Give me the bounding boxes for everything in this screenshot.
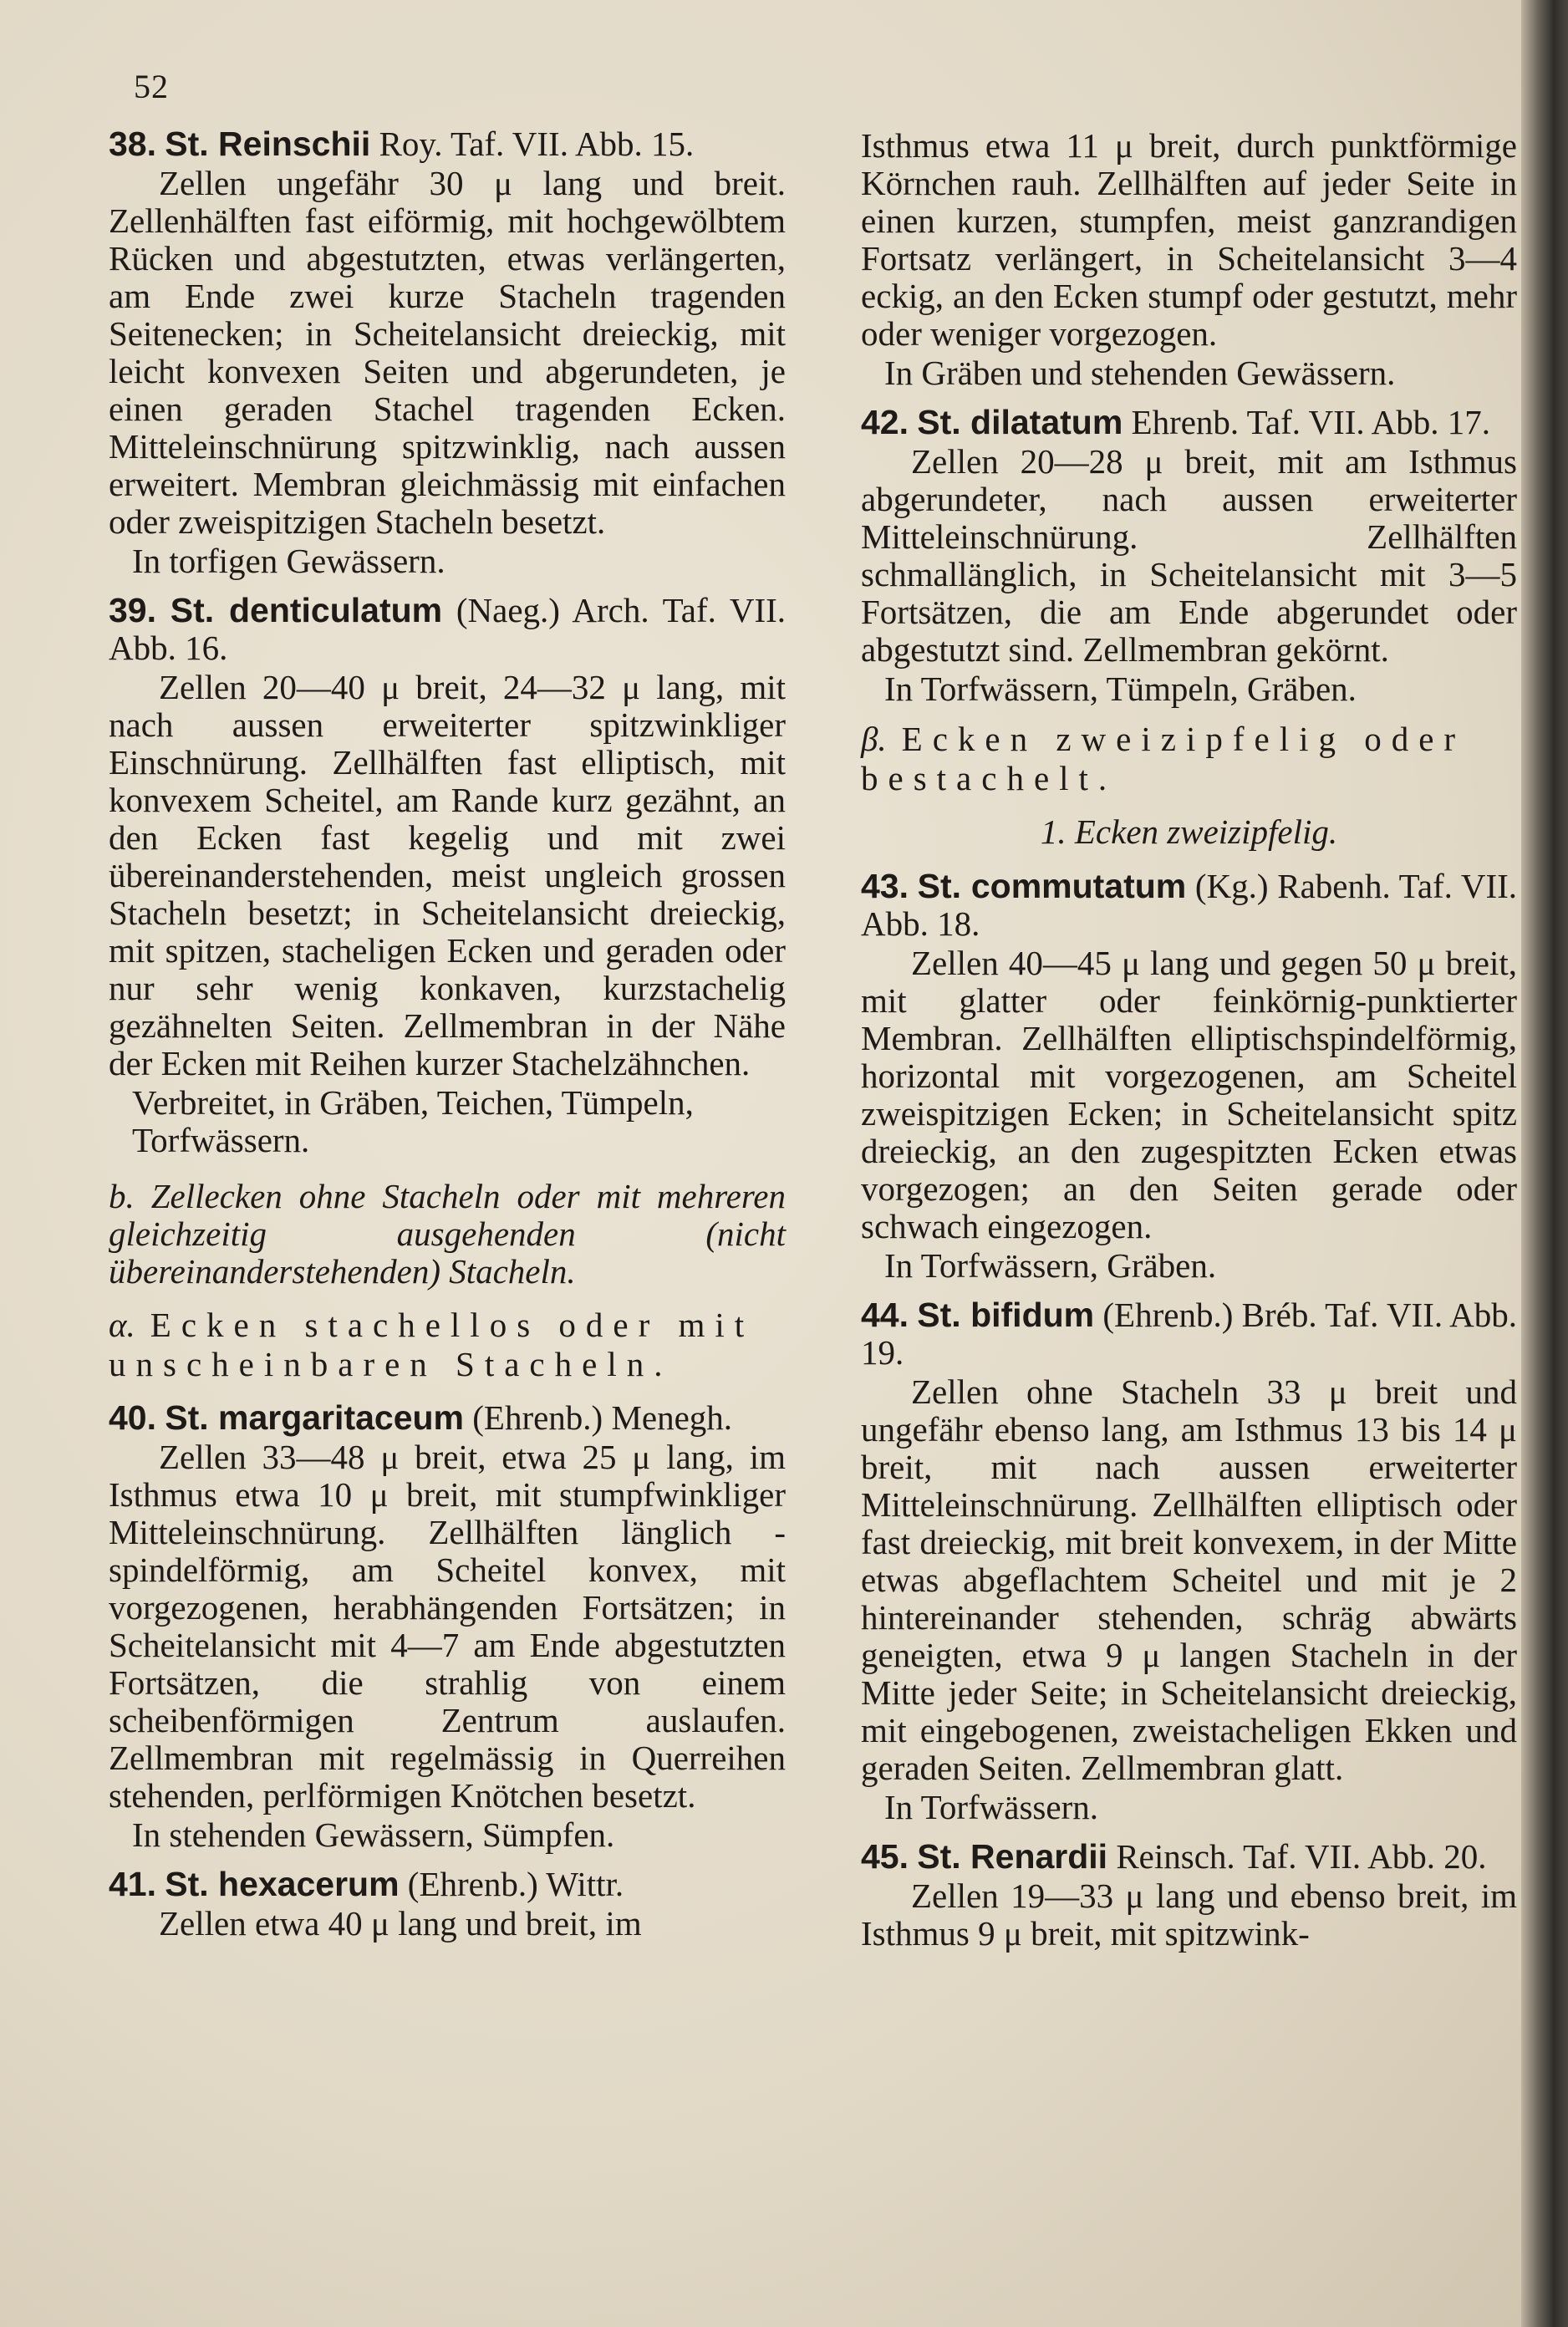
species-habitat: In Torfwässern, Tümpeln, Gräben. [884, 670, 1357, 708]
species-description: Zellen etwa 40 μ lang und breit, im [159, 1904, 642, 1943]
section-marker: α. [109, 1306, 135, 1344]
right-column [861, 125, 1517, 1964]
entry-heading [109, 125, 786, 163]
entry-number: 45. [861, 1837, 909, 1876]
section-heading-b: b. Zellecken ohne Stacheln oder mit mehreren gleichzeitig ausgehenden (nicht übereinanderstehenden) Stacheln. [109, 1177, 786, 1291]
entry-number: 40. [109, 1398, 156, 1437]
species-authority: (Ehrenb.) Menegh. [472, 1398, 733, 1437]
species-authority: Ehrenb. Taf. VII. Abb. 17. [1131, 403, 1490, 441]
species-name: St. dilatatum [917, 403, 1123, 441]
species-habitat: In Gräben und stehenden Gewässern. [884, 354, 1396, 392]
species-entry-39 [109, 592, 786, 1159]
section-marker: β. [861, 720, 887, 758]
species-entry-45 [861, 1838, 1517, 1953]
section-heading-beta [861, 720, 1517, 798]
subsection-heading-1: 1. Ecken zweizipfelig. [1040, 812, 1338, 851]
entry-heading [861, 404, 1517, 441]
page-number: 52 [134, 68, 169, 105]
continuation-entry-41 [861, 127, 1517, 392]
entry-heading [109, 592, 786, 667]
species-description: Zellen ungefähr 30 μ lang und breit. Zellenhälften fast eiförmig, mit hochgewölbtem Rücken und abgestutzten, etwas verlängerten, am Ende zwei kurze Stacheln tragenden Seitenecken; in Scheitelansicht dreieckig, mit leicht konvexen Seiten und abgerundeten, je einen geraden Stachel tragenden Ecken. Mitteleinschnürung spitzwinklig, nach aussen erweitert. Membran gleichmässig mit einfachen oder zweispitzigen Stacheln besetzt. [109, 164, 786, 541]
species-name: St. Reinschii [165, 125, 371, 163]
species-habitat: In Torfwässern. [884, 1788, 1098, 1826]
entry-number: 38. [109, 125, 156, 163]
entry-number: 44. [861, 1296, 909, 1334]
species-entry-38 [109, 125, 786, 580]
section-heading-alpha [109, 1306, 786, 1384]
entry-number: 39. [109, 591, 156, 629]
left-column [109, 125, 786, 1954]
species-entry-40 [109, 1399, 786, 1854]
species-description: Zellen 20—28 μ breit, mit am Isthmus abgerundeter, nach aussen erweiterter Mitteleinschnürung. Zellhälften schmallänglich, in Scheitelansicht mit 3—5 Fortsätzen, die am Ende abgerundet oder abgestutzt sind. Zellmembran gekörnt. [861, 442, 1517, 669]
species-authority: (Kg.) Rabenh. Taf. VII. Abb. 18. [861, 867, 1518, 943]
section-text: Ecken zweizipfelig oder bestachelt. [861, 720, 1466, 797]
species-entry-44 [861, 1296, 1517, 1826]
entry-heading [861, 868, 1517, 943]
species-name: St. bifidum [917, 1296, 1095, 1334]
species-description: Zellen 19—33 μ lang und ebenso breit, im Isthmus 9 μ breit, mit spitzwink- [861, 1876, 1517, 1953]
species-authority: (Ehrenb.) Bréb. Taf. VII. Abb. 19. [861, 1296, 1517, 1372]
entry-heading [861, 1838, 1517, 1876]
species-description: Zellen 33—48 μ breit, etwa 25 μ lang, im Isthmus etwa 10 μ breit, mit stumpfwinkliger Mitteleinschnürung. Zellhälften länglich - spindelförmig, am Scheitel konvex, mit vorgezogenen, herabhängenden Fortsätzen; in Scheitelansicht mit 4—7 am Ende abgestutzten Fortsätzen, die strahlig von einem scheibenförmigen Zentrum auslaufen. Zellmembran mit regelmässig in Querreihen stehenden, perlförmigen Knötchen besetzt. [109, 1438, 786, 1815]
species-authority: (Ehrenb.) Wittr. [407, 1865, 624, 1903]
species-name: St. hexacerum [165, 1865, 400, 1903]
species-name: St. Renardii [917, 1837, 1108, 1876]
species-description-continued: Isthmus etwa 11 μ breit, durch punktförmige Körnchen rauh. Zellhälften auf jeder Seite in einen kurzen, stumpfen, meist ganzrandigen Fortsatz verlängert, in Scheitelansicht 3—4 eckig, an den Ecken stumpf oder gestutzt, mehr oder weniger vorgezogen. [861, 126, 1517, 353]
species-name: St. denticulatum [170, 591, 443, 629]
species-authority: Roy. Taf. VII. Abb. 15. [379, 125, 695, 163]
species-description: Zellen 20—40 μ breit, 24—32 μ lang, mit nach aussen erweiterter spitzwinkliger Einschnürung. Zellhälften fast elliptisch, mit konvexem Scheitel, am Rande kurz gezähnt, an den Ecken fast kegelig und mit zwei übereinanderstehenden, meist ungleich grossen Stacheln besetzt; in Scheitelansicht dreieckig, mit spitzen, stacheligen Ecken und geraden oder nur sehr wenig konkaven, kurzstachelig gezähnelten Seiten. Zellmembran in der Nähe der Ecken mit Reihen kurzer Stachelzähnchen. [109, 668, 786, 1082]
entry-heading [109, 1866, 786, 1903]
species-entry-43 [861, 868, 1517, 1285]
species-name: St. commutatum [917, 867, 1187, 905]
species-entry-42 [861, 404, 1517, 708]
species-habitat: In stehenden Gewässern, Sümpfen. [132, 1815, 615, 1854]
species-description: Zellen 40—45 μ lang und gegen 50 μ breit, mit glatter oder feinkörnig-punktierter Membran. Zellhälften elliptischspindelförmig, horizontal mit vorgezogenen, am Scheitel zweispitzigen Ecken; in Scheitelansicht spitz dreieckig, an den zugespitzten Ecken etwas vorgezogen; an den Seiten gerade oder schwach eingezogen. [861, 944, 1517, 1245]
species-authority: Reinsch. Taf. VII. Abb. 20. [1116, 1837, 1487, 1876]
entry-number: 41. [109, 1865, 156, 1903]
species-entry-41 [109, 1866, 786, 1943]
species-habitat: In torfigen Gewässern. [132, 542, 445, 580]
entry-number: 42. [861, 403, 909, 441]
entry-heading [109, 1399, 786, 1437]
section-text: Ecken stachellos oder mit unscheinbaren Stacheln. [109, 1306, 755, 1383]
species-habitat: In Torfwässern, Gräben. [884, 1246, 1217, 1285]
species-habitat: Verbreitet, in Gräben, Teichen, Tümpeln, Torfwässern. [132, 1083, 694, 1159]
species-authority: (Naeg.) Arch. Taf. VII. Abb. 16. [109, 591, 787, 667]
book-binding-edge [1521, 0, 1568, 2327]
species-description: Zellen ohne Stacheln 33 μ breit und ungefähr ebenso lang, am Isthmus 13 bis 14 μ breit, mit nach aussen erweiterter Mitteleinschnürung. Zellhälften elliptisch oder fast dreieckig, mit breit konvexem, in der Mitte etwas abgeflachtem Scheitel und mit je 2 hintereinander stehenden, schräg abwärts geneigten, etwa 9 μ langen Stacheln in der Mitte jeder Seite; in Scheitelansicht dreieckig, mit eingebogenen, zweistacheligen Ekken und geraden Seiten. Zellmembran glatt. [861, 1372, 1517, 1787]
entry-heading [861, 1296, 1517, 1372]
entry-number: 43. [861, 867, 909, 905]
species-name: St. margaritaceum [165, 1398, 464, 1437]
